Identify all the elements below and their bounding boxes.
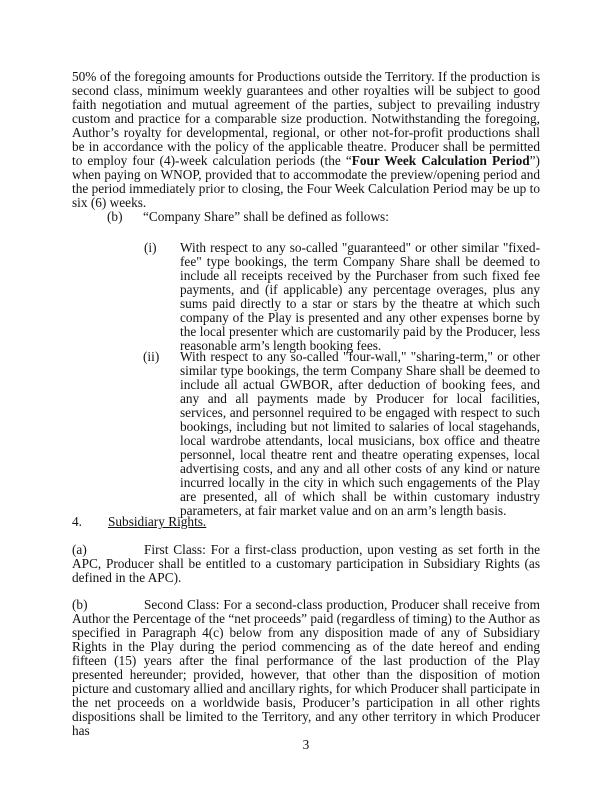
clause-second-class [72,598,540,738]
paragraph-royalties [72,70,540,210]
clause-first-class [72,543,540,585]
clause-label: (b) [107,209,123,224]
clause-label: (ii) [143,349,160,364]
clause-label: (a) [72,542,87,557]
company-share-heading: “Company Share” shall be defined as follows: [143,209,389,224]
section-number: 4. [72,514,82,529]
clause-guaranteed-bookings: With respect to any so-called "guaranteed" or other similar "fixed-fee" type bookings, the term Company Share shall be deemed to include all receipts received by the Purchaser from such fixed fee payments, and (if applicable) any percentage overages, plus any sums paid directly to a star or stars by the theatre at which such company of the Play is presented and any other expenses borne by the local presenter which are customarily paid by the Producer, less reasonable arm’s length booking fees. [180,240,540,353]
section-title [108,515,206,529]
section-title-text: Subsidiary Rights. [108,514,207,529]
defined-term: Four Week Calculation Period [351,153,530,168]
clause-label: (i) [144,240,157,255]
page-number: 3 [302,737,310,752]
clause-four-wall-bookings: With respect to any so-called "four-wall," "sharing-term," or other similar type bookings, the term Company Share shall be deemed to include all actual GWBOR, after deduction of booking fees, and any and all payments made by Producer for local facilities, services, and personnel required to be engaged with respect to such bookings, including but not limited to salaries of local stagehands, local wardrobe attendants, local musicians, box office and theatre personnel, local theatre rent and theatre operating expenses, local advertising costs, and any and all other costs of any kind or nature incurred locally in the city in which such engagements of the Play are presented, all of which shall be within customary industry parameters, at fair market value and on an arm’s length basis. [180,349,540,518]
text: 50% of the foregoing amounts for Productions outside the Territory. If the production is second class, minimum weekly guarantees and other royalties will be subject to good faith negotiation and mutual agreement of the parties, subject to prevailing industry custom and practice for a comparable size production. Notwithstanding the foregoing, Author’s royalty for developmental, regional, or other not-for-profit productions shall be in accordance with the policy of the applicable theatre. Producer shall be permitted to employ four (4)-week calculation periods (the “ [72,69,540,168]
text: First Class: For a first-class production, upon vesting as set forth in the APC, Producer shall be entitled to a customary participation in Subsidiary Rights (as defined in the APC). [72,542,540,585]
text: Second Class: For a second-class production, Producer shall receive from Author the Percentage of the “net proceeds” paid (regardless of timing) to the Author as specified in Paragraph 4(c) below from any disposition made of any of Subsidiary Rights in the Play during the period commencing as of the date hereof and ending fifteen (15) years after the final performance of the last production of the Play presented hereunder; provided, however, that other than the disposition of motion picture and customary allied and ancillary rights, for which Producer shall participate in the net proceeds on a worldwide basis, Producer’s participation in all other rights dispositions shall be limited to the Territory, and any other territory in which Producer has [72,597,540,738]
text: ”) when paying on WNOP, provided that to accommodate the preview/opening period and the period immediately prior to closing, the Four Week Calculation Period may be up to six (6) weeks. [72,153,540,210]
clause-label: (b) [72,597,88,612]
